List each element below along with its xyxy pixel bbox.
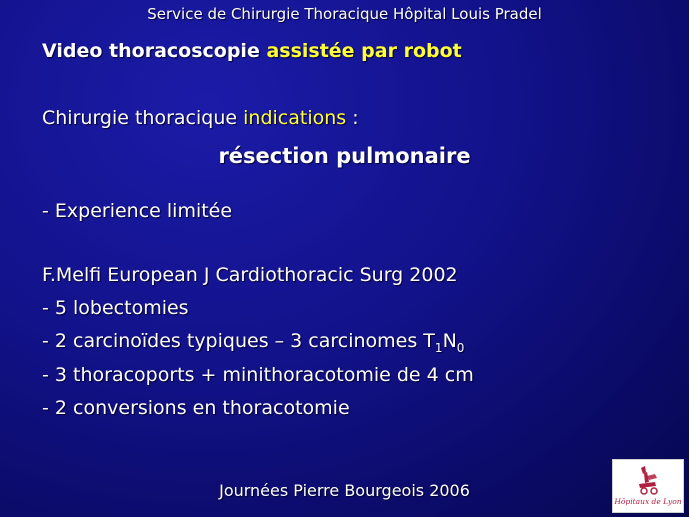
- bullet-text: - 2 carcinoïdes typiques – 3 carcinomes T: [42, 330, 435, 352]
- indications-text: Chirurgie thoracique: [42, 107, 244, 129]
- title-part-highlight: assistée par robot: [266, 40, 462, 62]
- reference-line: F.Melfi European J Cardiothoracic Surg 2002: [42, 264, 458, 286]
- title-part-white: Video thoracoscopie: [42, 40, 267, 62]
- slide-header: Service de Chirurgie Thoracique Hôpital Louis Pradel: [147, 5, 542, 23]
- indications-highlight: indications: [243, 107, 347, 129]
- slide-footer: Journées Pierre Bourgeois 2006: [219, 481, 470, 500]
- experience-line: - Experience limitée: [42, 200, 233, 222]
- subscript: 1: [434, 340, 443, 355]
- bullet-text: N: [442, 330, 457, 352]
- subscript: 0: [456, 340, 465, 355]
- subtitle: résection pulmonaire: [218, 144, 471, 168]
- indications-line: [42, 107, 359, 129]
- bullet-item: - 2 conversions en thoracotomie: [42, 397, 350, 419]
- indications-colon: :: [346, 107, 359, 129]
- hospices-de-lyon-logo-icon: [633, 464, 663, 496]
- bullet-item-carcinoma: [42, 330, 464, 355]
- bullet-item: - 3 thoracoports + minithoracotomie de 4 cm: [42, 364, 474, 386]
- bullet-item: - 5 lobectomies: [42, 297, 189, 319]
- logo-text: Hôpitaux de Lyon: [614, 497, 682, 506]
- hospices-de-lyon-logo: [612, 459, 684, 513]
- slide-title: [42, 40, 462, 62]
